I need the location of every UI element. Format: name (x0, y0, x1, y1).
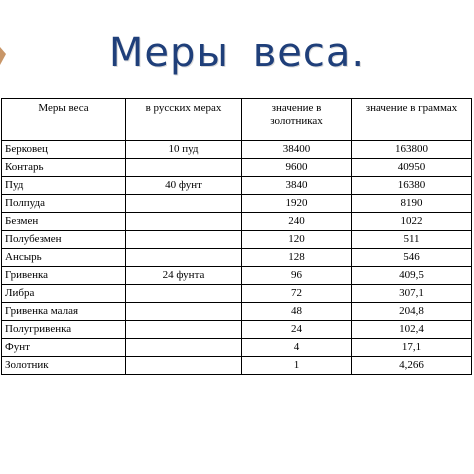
measure-name: Пуд (2, 177, 126, 195)
zolotnik-value: 24 (242, 321, 352, 339)
header-grams: значение в граммах (352, 99, 472, 141)
zolotnik-value: 4 (242, 339, 352, 357)
table-row (2, 267, 472, 285)
table-row (2, 249, 472, 267)
russian-measure (126, 213, 242, 231)
gram-value: 8190 (352, 195, 472, 213)
table-row (2, 357, 472, 375)
gram-value: 511 (352, 231, 472, 249)
table-row (2, 339, 472, 357)
russian-measure (126, 231, 242, 249)
table-row (2, 285, 472, 303)
weights-table (1, 98, 472, 375)
gram-value: 163800 (352, 141, 472, 159)
russian-measure (126, 159, 242, 177)
zolotnik-value: 1920 (242, 195, 352, 213)
measure-name: Полугривенка (2, 321, 126, 339)
gram-value: 546 (352, 249, 472, 267)
header-measure: Меры веса (2, 99, 126, 141)
russian-measure (126, 249, 242, 267)
measure-name: Полпуда (2, 195, 126, 213)
measure-name: Либра (2, 285, 126, 303)
zolotnik-value: 120 (242, 231, 352, 249)
table-row (2, 231, 472, 249)
gram-value: 409,5 (352, 267, 472, 285)
measure-name: Гривенка (2, 267, 126, 285)
zolotnik-value: 48 (242, 303, 352, 321)
russian-measure (126, 339, 242, 357)
russian-measure: 40 фунт (126, 177, 242, 195)
russian-measure: 24 фунта (126, 267, 242, 285)
zolotnik-value: 3840 (242, 177, 352, 195)
measure-name: Контарь (2, 159, 126, 177)
measure-name: Полубезмен (2, 231, 126, 249)
page-title: Меры веса. (108, 30, 366, 76)
measure-name: Гривенка малая (2, 303, 126, 321)
russian-measure (126, 321, 242, 339)
measure-name: Берковец (2, 141, 126, 159)
zolotnik-value: 128 (242, 249, 352, 267)
gram-value: 17,1 (352, 339, 472, 357)
zolotnik-value: 1 (242, 357, 352, 375)
table-row (2, 177, 472, 195)
gram-value: 16380 (352, 177, 472, 195)
zolotnik-value: 96 (242, 267, 352, 285)
russian-measure (126, 357, 242, 375)
russian-measure (126, 303, 242, 321)
gram-value: 102,4 (352, 321, 472, 339)
gram-value: 1022 (352, 213, 472, 231)
measure-name: Фунт (2, 339, 126, 357)
russian-measure (126, 195, 242, 213)
measure-name: Золотник (2, 357, 126, 375)
russian-measure (126, 285, 242, 303)
russian-measure: 10 пуд (126, 141, 242, 159)
gram-value: 40950 (352, 159, 472, 177)
gram-value: 307,1 (352, 285, 472, 303)
table-row (2, 195, 472, 213)
table-header-row (2, 99, 472, 141)
zolotnik-value: 240 (242, 213, 352, 231)
header-zolotniks: значение в золотниках (242, 99, 352, 141)
zolotnik-value: 9600 (242, 159, 352, 177)
gram-value: 204,8 (352, 303, 472, 321)
table-row (2, 303, 472, 321)
gram-value: 4,266 (352, 357, 472, 375)
table-row (2, 159, 472, 177)
header-russian: в русских мерах (126, 99, 242, 141)
table-row (2, 213, 472, 231)
table-row (2, 321, 472, 339)
measure-name: Ансырь (2, 249, 126, 267)
table-row (2, 141, 472, 159)
measure-name: Безмен (2, 213, 126, 231)
zolotnik-value: 72 (242, 285, 352, 303)
zolotnik-value: 38400 (242, 141, 352, 159)
